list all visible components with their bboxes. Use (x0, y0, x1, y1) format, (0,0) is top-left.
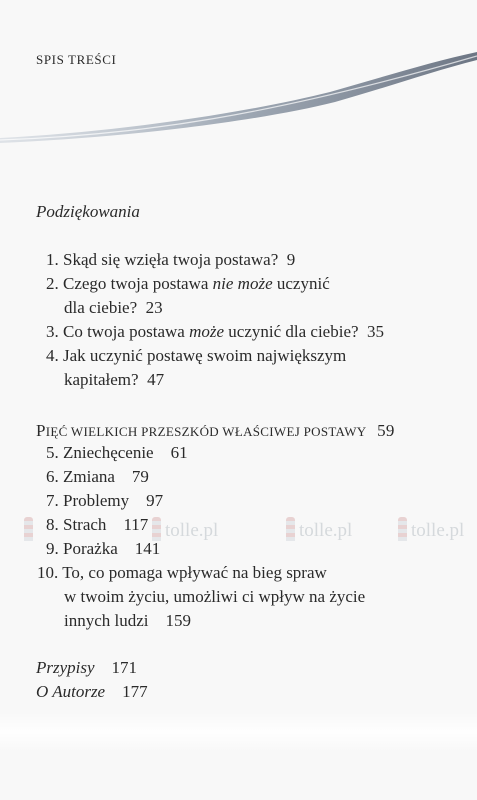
page-number: 117 (123, 515, 149, 534)
toc-entry-5 (46, 443, 188, 463)
toc-entry-3 (46, 322, 384, 342)
page-number: 171 (111, 658, 138, 677)
chapter-title-part: Jak uczynić postawę swoim największym (63, 346, 347, 365)
scan-artifact-band (0, 712, 477, 752)
chapter-title-part: kapitałem? (64, 370, 139, 389)
chapter-number: 2. (46, 274, 59, 293)
toc-entry-8 (46, 515, 148, 535)
section-title: Przypisy (36, 658, 95, 677)
toc-entry-10-continued (64, 587, 365, 607)
page-number: 23 (145, 298, 163, 317)
chapter-title-emphasis: może (189, 322, 225, 341)
chapter-title-part: To, co pomaga wpływać na bieg spraw (62, 563, 327, 582)
watermark: tolle.pl (398, 517, 464, 542)
chapter-title-part: Co twoja postawa (63, 322, 185, 341)
chapter-title-part: Czego twoja postawa (63, 274, 209, 293)
page-number: 9 (286, 250, 296, 269)
chapter-number: 1. (46, 250, 59, 269)
toc-entry-10-continued (64, 611, 191, 631)
page-number: 97 (146, 491, 164, 510)
chapter-title-part: w twoim życiu, umożliwi ci wpływ na życie (64, 587, 366, 606)
decorative-swoosh (0, 40, 477, 150)
chapter-title: Zniechęcenie (63, 443, 154, 462)
watermark: tolle.pl (152, 517, 218, 542)
chapter-number: 6. (46, 467, 59, 486)
chapter-number: 4. (46, 346, 59, 365)
chapter-number: 9. (46, 539, 59, 558)
chapter-number: 8. (46, 515, 59, 534)
toc-entry-1 (46, 250, 295, 270)
chapter-title-part: uczynić dla ciebie? (228, 322, 359, 341)
lighthouse-icon (286, 517, 295, 541)
page-header: SPIS TREŚCI (36, 52, 117, 67)
chapter-title-part: dla ciebie? (64, 298, 138, 317)
chapter-number: 10. (37, 563, 59, 582)
lighthouse-icon (152, 517, 161, 541)
lighthouse-icon (398, 517, 407, 541)
toc-entry-10 (37, 563, 327, 583)
part-title-rest: IĘĆ WIELKICH PRZESZKÓD WŁAŚCIWEJ POSTAWY (45, 424, 367, 439)
toc-author (36, 682, 148, 702)
toc-entry-4-continued (64, 370, 164, 390)
watermark (24, 517, 37, 542)
lighthouse-icon (24, 517, 33, 541)
chapter-title-part: uczynić (276, 274, 330, 293)
page-number: 47 (147, 370, 165, 389)
chapter-number: 5. (46, 443, 59, 462)
toc-entry-4 (46, 346, 346, 366)
toc-entry-9 (46, 539, 160, 559)
toc-entry-2 (46, 274, 330, 294)
page-number: 177 (122, 682, 148, 701)
chapter-number: 7. (46, 491, 59, 510)
chapter-title-emphasis: nie może (212, 274, 273, 293)
chapter-title-part: innych ludzi (64, 611, 149, 630)
page-number: 79 (131, 467, 149, 486)
page-number: 59 (377, 421, 395, 440)
toc-acknowledgments: Podziękowania (36, 202, 140, 221)
toc-entry-7 (46, 491, 163, 511)
chapter-title: Porażka (63, 539, 118, 558)
chapter-title: Strach (63, 515, 107, 534)
chapter-title: Zmiana (63, 467, 115, 486)
page-number: 159 (165, 611, 192, 630)
toc-notes (36, 658, 137, 678)
watermark: tolle.pl (286, 517, 352, 542)
toc-entry-2-continued (64, 298, 163, 318)
chapter-number: 3. (46, 322, 59, 341)
page-number: 141 (134, 539, 161, 558)
page-number: 61 (170, 443, 188, 462)
chapter-title: Problemy (63, 491, 130, 510)
toc-entry-6 (46, 467, 149, 487)
toc-part-heading (36, 421, 395, 441)
page-number: 35 (367, 322, 385, 341)
section-title: O Autorze (36, 682, 106, 701)
chapter-title: Skąd się wzięła twoja postawa? (63, 250, 279, 269)
part-title-initial: P (36, 421, 46, 440)
